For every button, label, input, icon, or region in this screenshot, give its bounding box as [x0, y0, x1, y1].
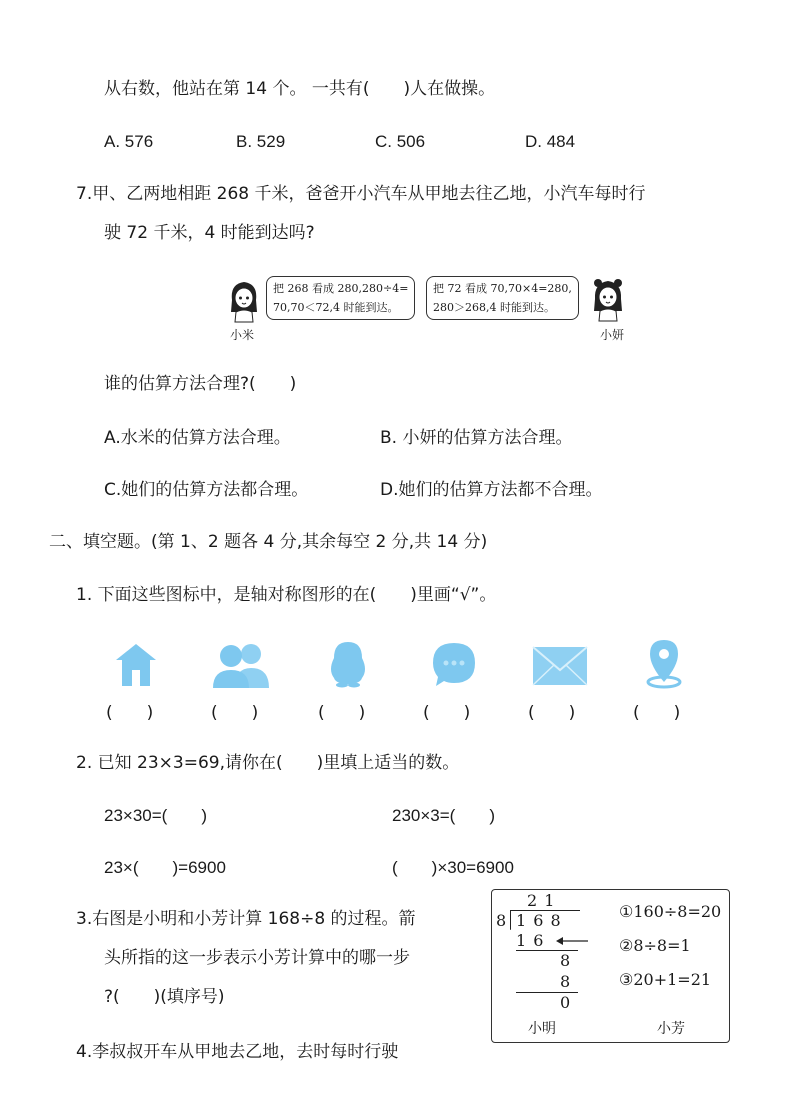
fang-step-3: ③20+1=21 [619, 970, 712, 989]
q7-option-c[interactable]: C.她们的估算方法都合理。 [104, 480, 309, 500]
users-icon [211, 642, 271, 688]
girl-name-left: 小米 [230, 328, 255, 342]
division-step-2: 8 [560, 951, 571, 970]
girl-xiaoyan-icon [590, 275, 626, 323]
fill-question-3-line2: 头所指的这一步表示小芳计算中的哪一步 [104, 948, 410, 968]
penguin-icon [328, 640, 368, 688]
answer-box-3[interactable]: ( ) [318, 703, 366, 723]
q7-option-b[interactable]: B. 小妍的估算方法合理。 [380, 428, 573, 448]
division-step-3: 8 [560, 972, 571, 991]
fang-step-1: ①160÷8=20 [619, 902, 722, 921]
fill2-item-3[interactable]: 23×( )=6900 [104, 858, 226, 877]
fill2-item-2[interactable]: 230×3=( ) [392, 806, 495, 825]
division-dividend: 1 6 8 [516, 911, 562, 930]
location-pin-icon [644, 638, 684, 690]
bubble-left-line2: 70,70＜72,4 时能到达。 [273, 301, 399, 314]
question-7-line1: 7.甲、乙两地相距 268 千米，爸爸开小汽车从甲地去往乙地，小汽车每时行 [76, 184, 646, 204]
fill-question-1: 1. 下面这些图标中，是轴对称图形的在( )里画“√”。 [76, 585, 497, 605]
girl-xiaomi-icon [226, 278, 262, 324]
speech-bubble-left [266, 276, 415, 320]
q6-option-b[interactable]: B. 529 [236, 132, 286, 151]
label-xiaofang: 小芳 [657, 1021, 685, 1037]
division-remainder: 0 [560, 993, 571, 1012]
division-divisor: 8 [496, 911, 507, 930]
arrow-left-icon [554, 934, 590, 948]
girl-name-right: 小妍 [600, 328, 625, 342]
house-icon [112, 640, 160, 688]
q7-option-d[interactable]: D.她们的估算方法都不合理。 [380, 480, 603, 500]
q6-option-d[interactable]: D. 484 [525, 132, 576, 151]
bubble-left-line1: 把 268 看成 280,280÷4= [273, 282, 409, 295]
bubble-right-line1: 把 72 看成 70,70×4=280, [433, 282, 572, 295]
fill2-item-4[interactable]: ( )×30=6900 [392, 858, 514, 877]
speech-bubble-right [426, 276, 579, 320]
fang-step-2: ②8÷8=1 [619, 936, 691, 955]
bubble-right-line2: 280＞268,4 时能到达。 [433, 301, 555, 314]
label-xiaoming: 小明 [528, 1021, 556, 1037]
fill-question-2: 2. 已知 23×3=69,请你在( )里填上适当的数。 [76, 753, 460, 773]
division-step-1: 1 6 [516, 931, 545, 950]
fill-question-4-line1: 4.李叔叔开车从甲地去乙地，去时每时行驶 [76, 1042, 399, 1062]
question-7-prompt: 谁的估算方法合理?( ) [104, 374, 297, 394]
division-quotient: 2 1 [527, 891, 556, 910]
q7-option-a[interactable]: A.水米的估算方法合理。 [104, 428, 291, 448]
answer-box-4[interactable]: ( ) [423, 703, 471, 723]
question-7-line2: 驶 72 千米，4 时能到达吗? [104, 223, 315, 243]
question-6-tail: 从右数，他站在第 14 个。 一共有( )人在做操。 [104, 79, 496, 99]
answer-box-2[interactable]: ( ) [211, 703, 259, 723]
chat-bubble-icon [430, 640, 478, 688]
fill-question-3-line1: 3.右图是小明和小芳计算 168÷8 的过程。箭 [76, 909, 416, 929]
envelope-icon [532, 646, 588, 686]
q6-option-c[interactable]: C. 506 [375, 132, 426, 151]
division-figure [491, 889, 730, 1043]
answer-box-6[interactable]: ( ) [633, 703, 681, 723]
fill-question-3-line3: ?( )(填序号) [104, 987, 225, 1007]
section-2-title: 二、填空题。(第 1、2 题各 4 分,其余每空 2 分,共 14 分) [49, 532, 488, 552]
answer-box-1[interactable]: ( ) [106, 703, 154, 723]
answer-box-5[interactable]: ( ) [528, 703, 576, 723]
q6-option-a[interactable]: A. 576 [104, 132, 154, 151]
fill2-item-1[interactable]: 23×30=( ) [104, 806, 207, 825]
